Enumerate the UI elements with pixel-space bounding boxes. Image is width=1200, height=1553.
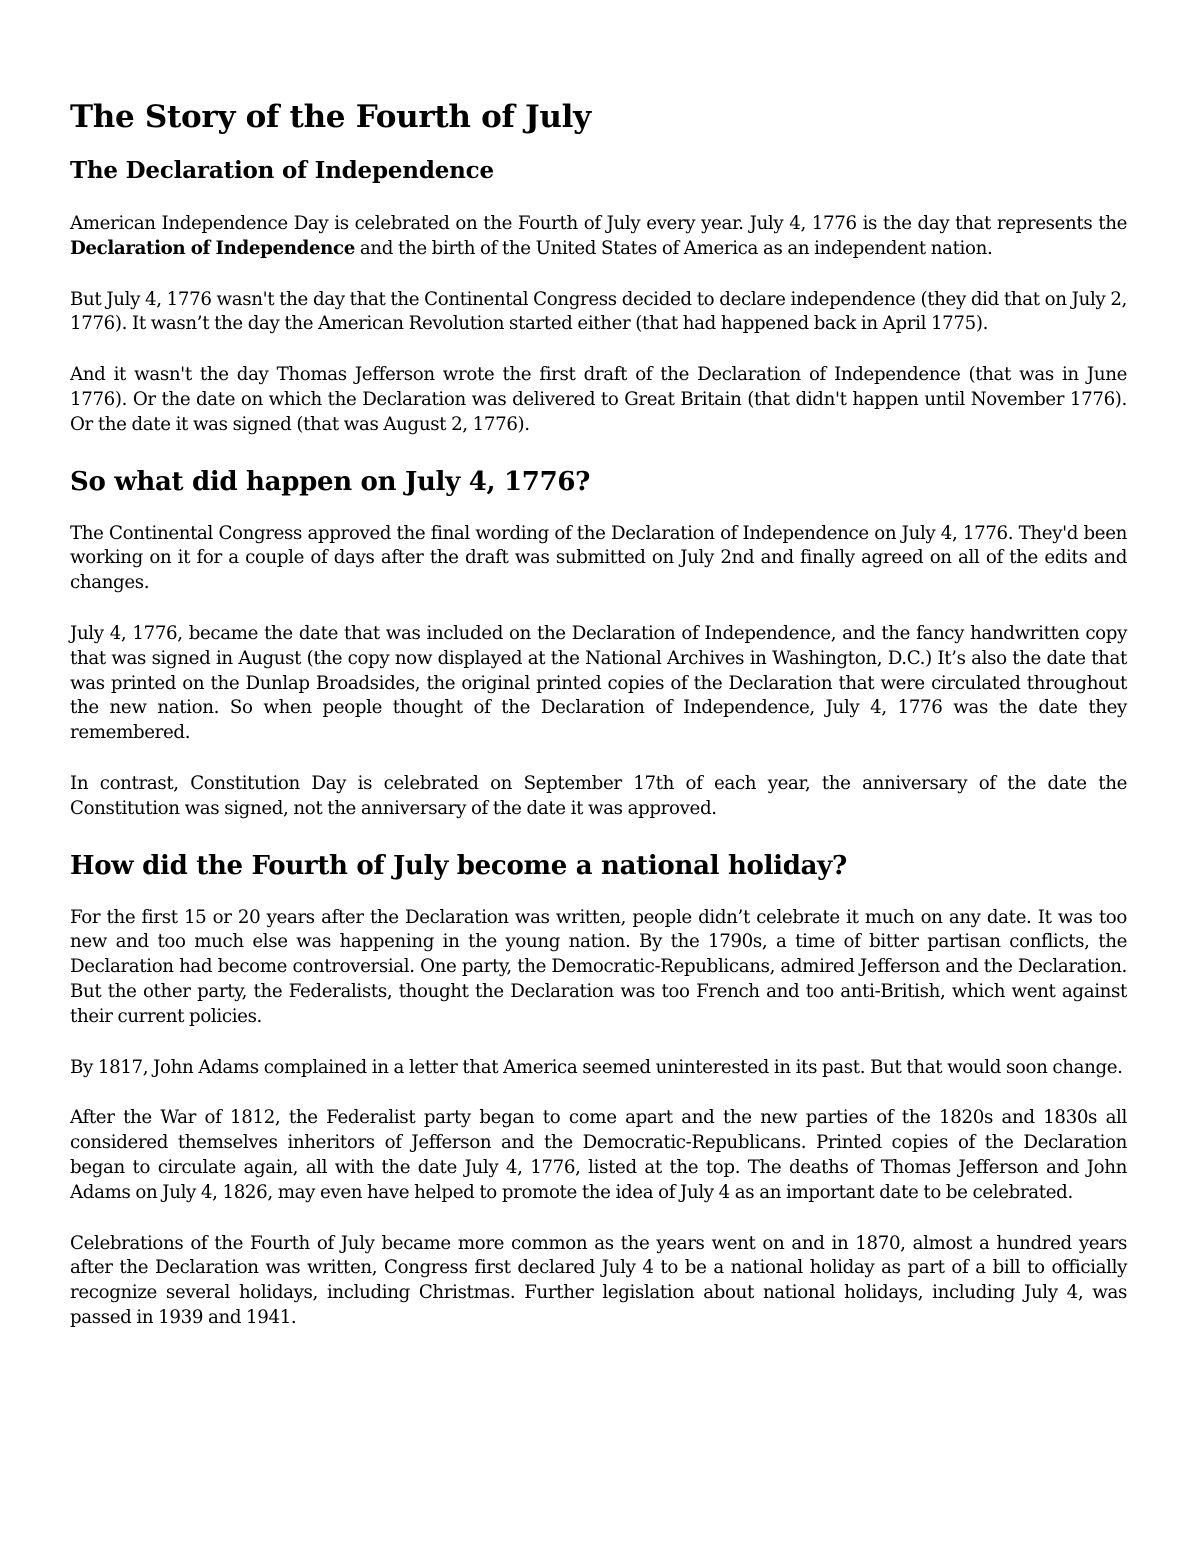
intro-paragraph-3: And it wasn't the day Thomas Jefferson wrote the first draft of the Declaration of Independence (that was in June 1776). Or the date on which the Declaration was delivered to Great Britain (that didn't happen until November 1776). Or the date it was signed (that was August 2, 1776).: [70, 364, 1127, 435]
section1-paragraph-2: July 4, 1776, became the date that was included on the Declaration of Independence, and the fancy handwritten copy that was signed in August (the copy now displayed at the National Archives in Washington, D.C.) It’s also the date that was printed on the Dunlap Broadsides, the original printed copies of the Declaration that were circulated throughout the new nation. So when people thought of the Declaration of Independence, July 4, 1776 was the date they remembered.: [70, 622, 1127, 744]
declaration-bold-text: Declaration of Independence: [70, 237, 355, 259]
section1-paragraph-1: The Continental Congress approved the final wording of the Declaration of Independence on July 4, 1776. They'd been working on it for a couple of days after the draft was submitted on July 2nd and finally agreed on all of the edits and changes.: [70, 522, 1127, 594]
document-title: The Story of the Fourth of July: [70, 99, 591, 135]
section2-paragraph-4: Celebrations of the Fourth of July became more common as the years went on and in 1870, almost a hundred years after the Declaration was written, Congress first declared July 4 to be a national holiday as part of a bill to officially recognize several holidays, including Christmas. Further legislation about national holidays, including July 4, was passed in 1939 and 1941.: [70, 1232, 1127, 1328]
section1-paragraph-3: In contrast, Constitution Day is celebrated on September 17th of each year, the anniversary of the date the Constitution was signed, not the anniversary of the date it was approved.: [70, 772, 1127, 819]
document-page: [70, 96, 1127, 1357]
document-subtitle: The Declaration of Independence: [70, 157, 494, 184]
section2-paragraph-3: After the War of 1812, the Federalist party began to come apart and the new parties of the 1820s and 1830s all considered themselves inheritors of Jefferson and the Democratic-Republicans. Printed copies of the Declaration began to circulate again, all with the date July 4, 1776, listed at the top. The deaths of Thomas Jefferson and John Adams on July 4, 1826, may even have helped to promote the idea of July 4 as an important date to be celebrated.: [70, 1107, 1127, 1203]
section-heading-national-holiday: How did the Fourth of July become a national holiday?: [70, 850, 847, 881]
section2-paragraph-1: For the first 15 or 20 years after the Declaration was written, people didn’t celebrate it much on any date. It was too new and too much else was happening in the young nation. By the 1790s, a time of bitter partisan conflicts, the Declaration had become controversial. One party, the Democratic-Republicans, admired Jefferson and the Declaration. But the other party, the Federalists, thought the Declaration was too French and too anti-British, which went against their current policies.: [70, 906, 1127, 1027]
intro-paragraph-2: But July 4, 1776 wasn't the day that the Continental Congress decided to declare independence (they did that on July 2, 1776). It wasn’t the day the American Revolution started either (that had happened back in April 1775).: [70, 288, 1127, 335]
intro-paragraph-1-end: and the birth of the United States of America as an independent nation.: [355, 237, 993, 259]
intro-paragraph-1-start: American Independence Day is celebrated on the Fourth of July every year. July 4, 1776 is the day that represents the: [70, 213, 1127, 234]
section2-paragraph-2: By 1817, John Adams complained in a letter that America seemed uninterested in its past. But that would soon change.: [70, 1056, 1123, 1078]
intro-paragraph-1: [70, 212, 1127, 262]
section-heading-july-4: So what did happen on July 4, 1776?: [70, 466, 591, 497]
